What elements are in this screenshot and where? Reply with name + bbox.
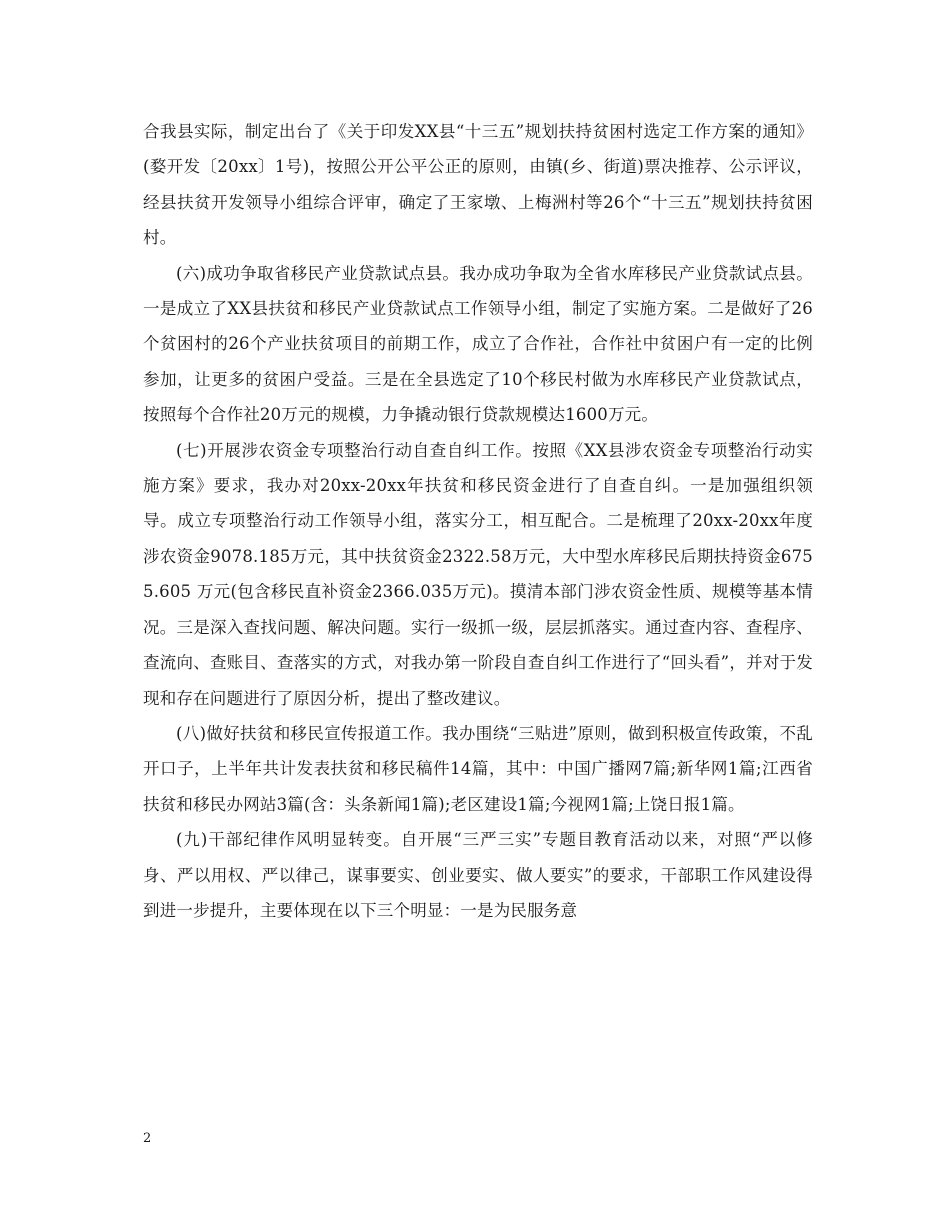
paragraph-section-9: (九)干部纪律作风明显转变。自开展“三严三实”专题目教育活动以来，对照“严以修身、严以用权、严以律己，谋事要实、创业要实、做人要实”的要求，干部职工作风建设得到进一步提升，主要体现在以下三个明显：一是为民服务意 — [143, 830, 813, 920]
paragraph-section-6: (六)成功争取省移民产业贷款试点县。我办成功争取为全省水库移民产业贷款试点县。一是成立了XX县扶贫和移民产业贷款试点工作领导小组，制定了实施方案。二是做好了26个贫困村的26个产业扶贫项目的前期工作，成立了合作社，合作社中贫困户有一定的比例参加，让更多的贫困户受益。三是在全县选定了10个移民村做为水库移民产业贷款试点，按照每个合作社20万元的规模，力争撬动银行贷款规模达1600万元。 — [143, 263, 813, 425]
document-body — [143, 114, 813, 928]
paragraph-section-8: (八)做好扶贫和移民宣传报道工作。我办围绕“三贴进”原则，做到积极宣传政策，不乱开口子，上半年共计发表扶贫和移民稿件14篇，其中：中国广播网7篇;新华网1篇;江西省扶贫和移民办网站3篇(含：头条新闻1篇);老区建设1篇;今视网1篇;上饶日报1篇。 — [143, 723, 813, 814]
paragraph-section-7: (七)开展涉农资金专项整治行动自查自纠工作。按照《XX县涉农资金专项整治行动实施方案》要求，我办对20xx-20xx年扶贫和移民资金进行了自查自纠。一是加强组织领导。成立专项整治行动工作领导小组，落实分工，相互配合。二是梳理了20xx-20xx年度涉农资金9078.185万元，其中扶贫资金2322.58万元，大中型水库移民后期扶持资金6755.605 万元(包含移民直补资金2366.035万元)。摸清本部门涉农资金性质、规模等基本情况。三是深入查找问题、解决问题。实行一级抓一级，层层抓落实。通过查内容、查程序、查流向、查账目、查落实的方式，对我办第一阶段自查自纠工作进行了“回头看”，并对于发现和存在问题进行了原因分析，提出了整改建议。 — [143, 440, 813, 708]
paragraph-continuation: 合我县实际，制定出台了《关于印发XX县“十三五”规划扶持贫困村选定工作方案的通知》(婺开发〔20xx〕1号)，按照公开公平公正的原则，由镇(乡、街道)票决推荐、公示评议，经县扶贫开发领导小组综合评审，确定了王家墩、上梅洲村等26个“十三五”规划扶持贫困村。 — [143, 122, 813, 248]
page-number: 2 — [143, 1131, 152, 1146]
